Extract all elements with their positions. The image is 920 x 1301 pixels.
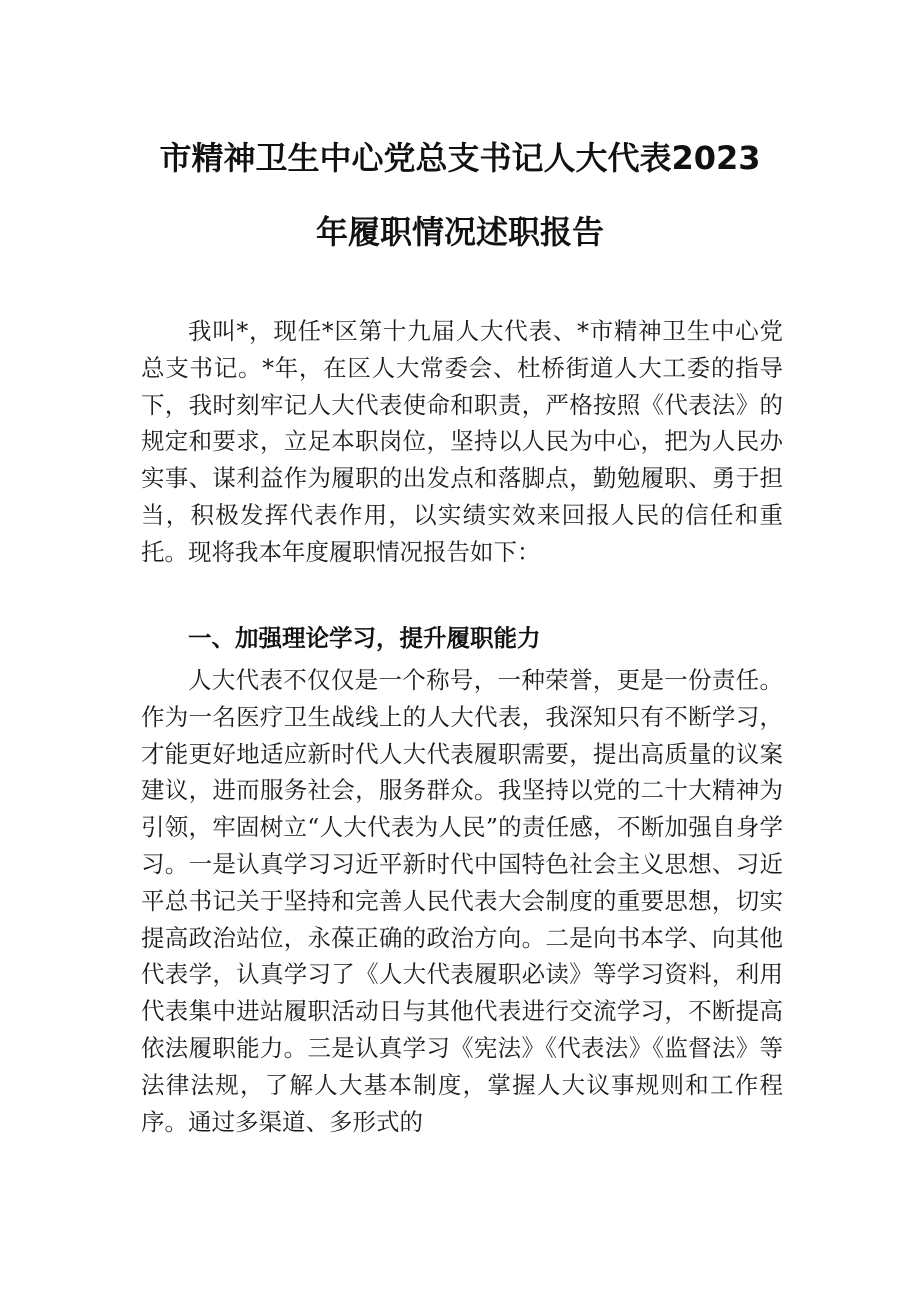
section-1-paragraph: 人大代表不仅仅是一个称号，一种荣誉，更是一份责任。作为一名医疗卫生战线上的人大代表，我深知只有不断学习，才能更好地适应新时代人大代表履职需要，提出高质量的议案建议，进而服务社会，服务群众。我坚持以党的二十大精神为引领，牢固树立“人大代表为人民”的责任感，不断加强自身学习。一是认真学习习近平新时代中国特色社会主义思想、习近平总书记关于坚持和完善人民代表大会制度的重要思想，切实提高政治站位，永葆正确的政治方向。二是向书本学、向其他代表学，认真学习了《人大代表履职必读》等学习资料，利用代表集中进站履职活动日与其他代表进行交流学习，不断提高依法履职能力。三是认真学习《宪法》《代表法》《监督法》等法律法规，了解人大基本制度，掌握人大议事规则和工作程序。通过多渠道、多形式的 — [141, 666, 783, 1136]
intro-paragraph: 我叫*，现任*区第十九届人大代表、*市精神卫生中心党总支书记。*年，在区人大常委会、杜桥街道人大工委的指导下，我时刻牢记人大代表使命和职责，严格按照《代表法》的规定和要求，立足本职岗位，坚持以人民为中心，把为人民办实事、谋利益作为履职的出发点和落脚点，勤勉履职、勇于担当，积极发挥代表作用，以实绩实效来回报人民的信任和重托。现将我本年度履职情况报告如下： — [141, 317, 783, 566]
document-title-line-1: 市精神卫生中心党总支书记人大代表2023 — [159, 139, 761, 177]
document-title-line-2: 年履职情况述职报告 — [315, 213, 604, 251]
section-heading-1: 一、加强理论学习，提升履职能力 — [188, 624, 541, 652]
